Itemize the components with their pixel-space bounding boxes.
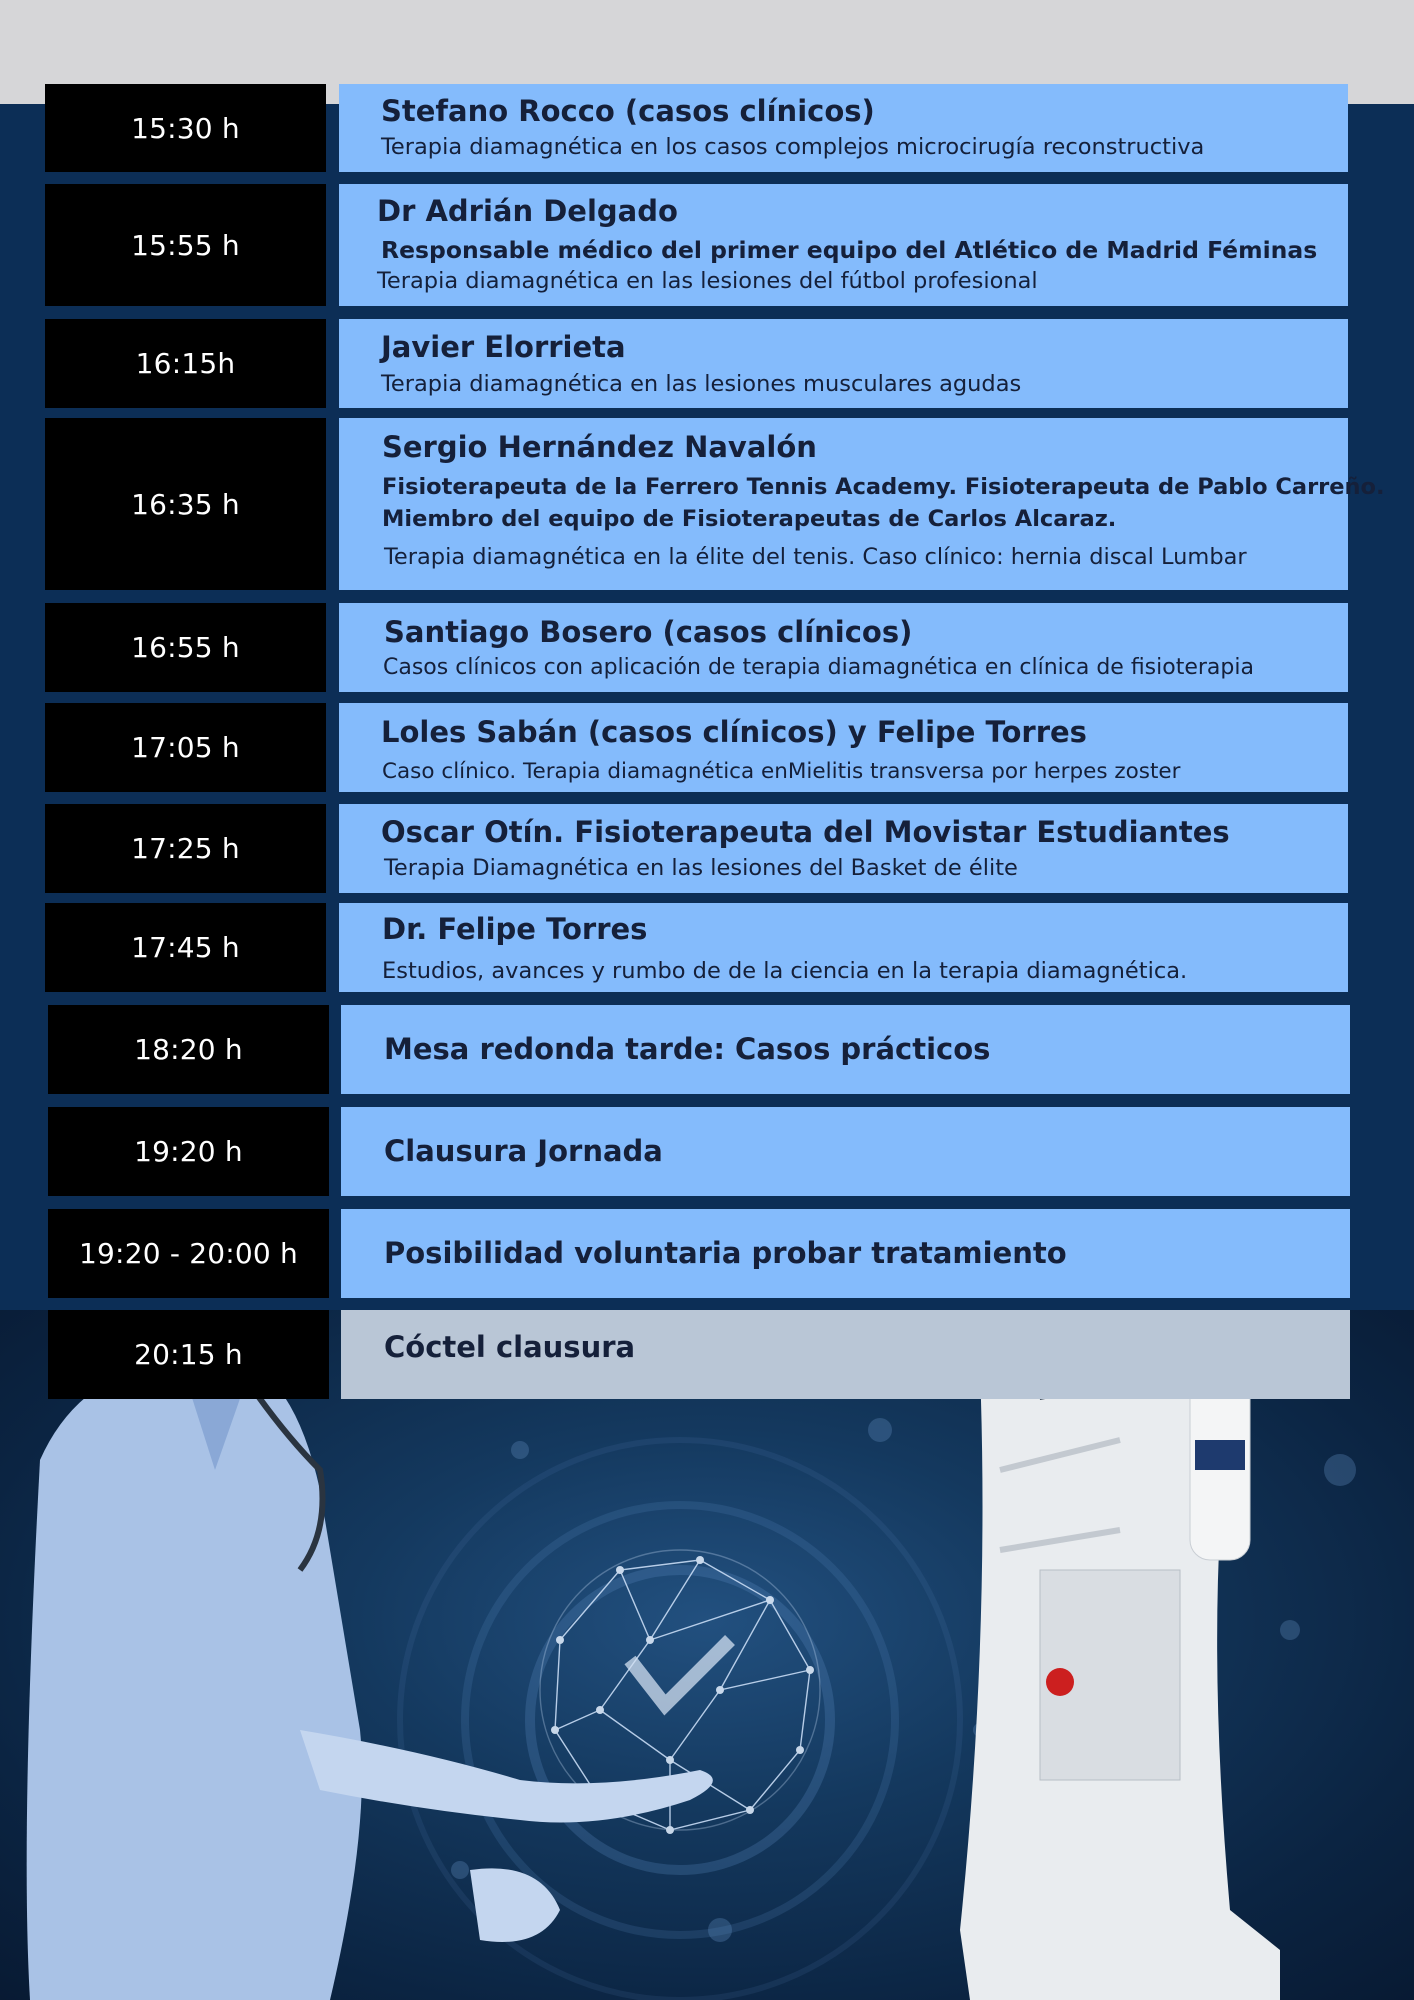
session-role: Responsable médico del primer equipo del Atlético de Madrid Féminas xyxy=(381,236,1318,264)
time-slot: 16:35 h xyxy=(45,418,326,590)
session-card xyxy=(341,1310,1350,1399)
session-subtitle: Caso clínico. Terapia diamagnética enMielitis transversa por herpes zoster xyxy=(382,759,1181,784)
session-role-line2: Miembro del equipo de Fisioterapeutas de Carlos Alcaraz. xyxy=(382,506,1117,532)
session-subtitle: Terapia diamagnética en las lesiones del fútbol profesional xyxy=(377,268,1038,294)
session-card xyxy=(339,84,1348,172)
hero-artwork xyxy=(0,1310,1414,2000)
time-slot: 18:20 h xyxy=(48,1005,329,1094)
session-title: Oscar Otín. Fisioterapeuta del Movistar Estudiantes xyxy=(381,815,1230,849)
time-slot: 15:55 h xyxy=(45,184,326,306)
time-slot: 15:30 h xyxy=(45,84,326,172)
session-title: Javier Elorrieta xyxy=(381,330,626,364)
session-role-line1: Fisioterapeuta de la Ferrero Tennis Academy. Fisioterapeuta de Pablo Carreño. xyxy=(382,474,1385,500)
time-slot: 20:15 h xyxy=(48,1310,329,1399)
session-title: Loles Sabán (casos clínicos) y Felipe Torres xyxy=(381,715,1087,749)
session-title: Cóctel clausura xyxy=(384,1330,636,1364)
session-title: Clausura Jornada xyxy=(384,1134,663,1168)
session-subtitle: Casos clínicos con aplicación de terapia diamagnética en clínica de fisioterapia xyxy=(383,655,1254,680)
session-title: Santiago Bosero (casos clínicos) xyxy=(384,615,913,649)
session-card xyxy=(339,184,1348,306)
session-title: Dr Adrián Delgado xyxy=(377,194,678,228)
session-card xyxy=(339,703,1348,792)
session-card xyxy=(339,319,1348,408)
session-title: Stefano Rocco (casos clínicos) xyxy=(381,94,875,128)
session-card xyxy=(339,804,1348,893)
session-title: Dr. Felipe Torres xyxy=(382,912,648,946)
hero-illustration xyxy=(0,1310,1414,2000)
doctor-icon xyxy=(27,1360,713,2000)
time-slot: 19:20 h xyxy=(48,1107,329,1196)
session-card xyxy=(339,603,1348,692)
time-slot: 17:05 h xyxy=(45,703,326,792)
session-subtitle: Terapia diamagnética en la élite del tenis. Caso clínico: hernia discal Lumbar xyxy=(384,544,1247,570)
time-slot: 19:20 - 20:00 h xyxy=(48,1209,329,1298)
session-card xyxy=(341,1005,1350,1094)
session-card xyxy=(341,1209,1350,1298)
session-title: Sergio Hernández Navalón xyxy=(382,430,817,464)
session-title: Mesa redonda tarde: Casos prácticos xyxy=(384,1032,991,1066)
session-card xyxy=(341,1107,1350,1196)
session-subtitle: Estudios, avances y rumbo de de la ciencia en la terapia diamagnética. xyxy=(382,958,1188,984)
session-title: Posibilidad voluntaria probar tratamiento xyxy=(384,1236,1067,1270)
time-slot: 17:25 h xyxy=(45,804,326,893)
session-card xyxy=(339,903,1348,992)
session-card xyxy=(339,418,1385,590)
time-slot: 17:45 h xyxy=(45,903,326,992)
session-subtitle: Terapia diamagnética en las lesiones musculares agudas xyxy=(381,371,1022,397)
time-slot: 16:55 h xyxy=(45,603,326,692)
therapy-device-icon xyxy=(960,1310,1280,2000)
session-subtitle: Terapia Diamagnética en las lesiones del Basket de élite xyxy=(384,855,1018,881)
time-slot: 16:15h xyxy=(45,319,326,408)
session-subtitle: Terapia diamagnética en los casos complejos microcirugía reconstructiva xyxy=(381,134,1205,160)
